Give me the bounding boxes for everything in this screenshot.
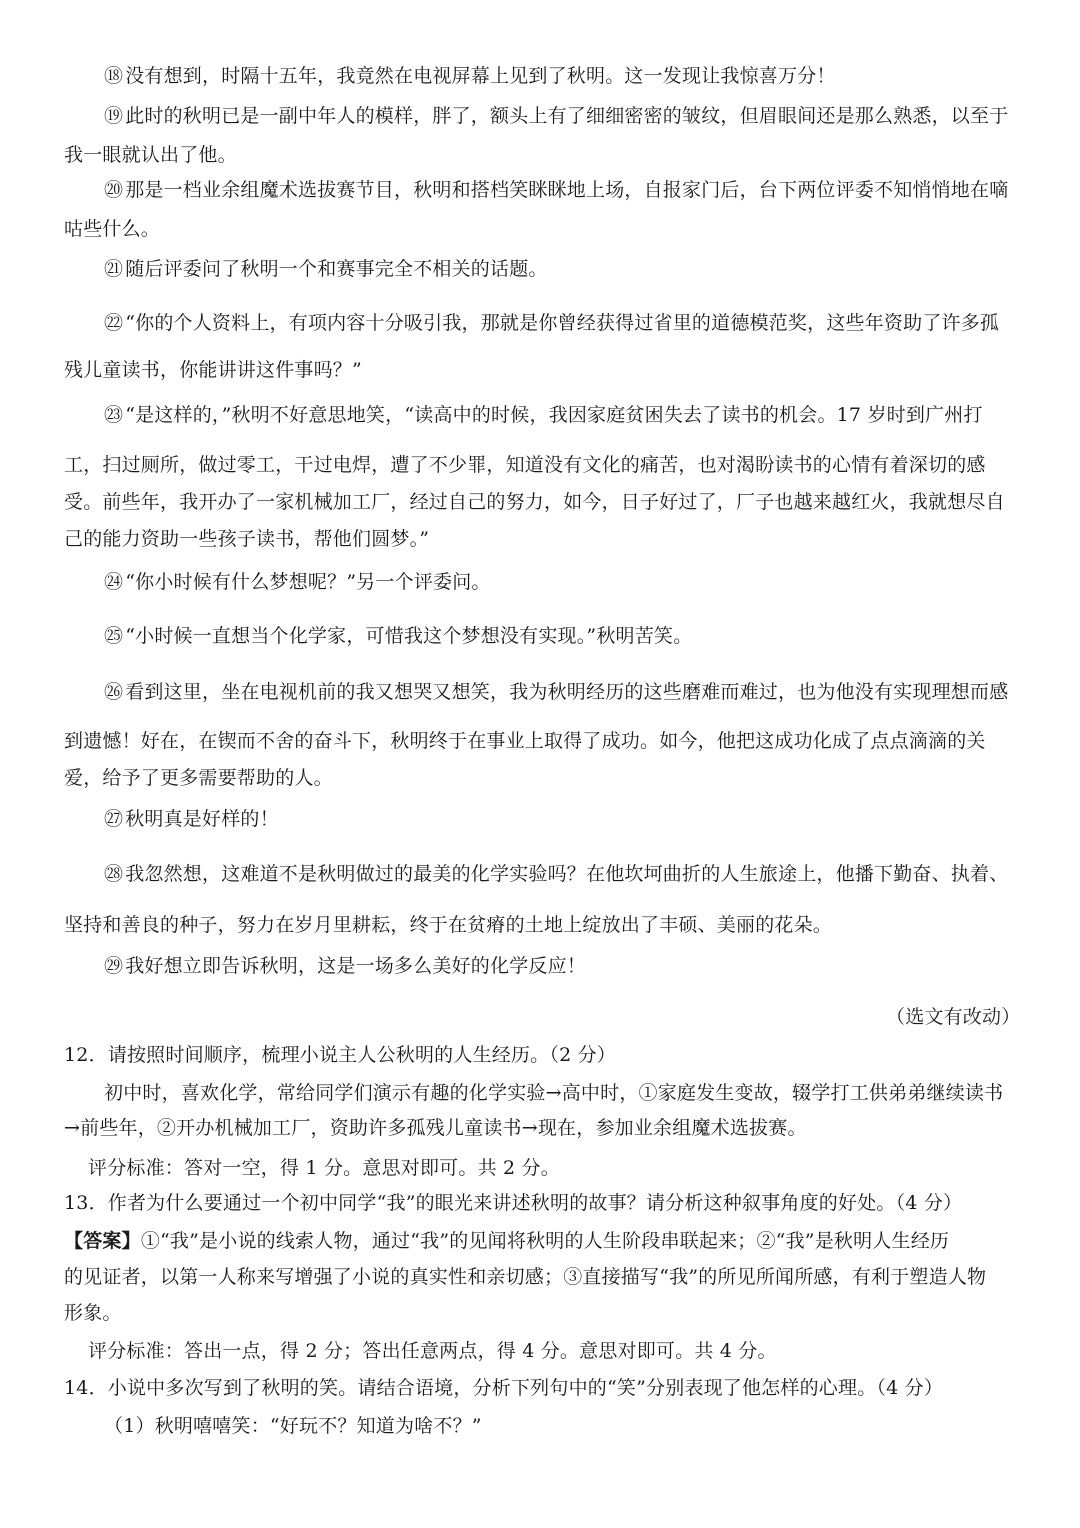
question-12-answer-line-2: →前些年，②开办机械加工厂，资助许多孤残儿童读书→现在，参加业余组魔术选拔赛。 <box>64 1117 807 1139</box>
paragraph-text: 没有想到，时隔十五年，我竟然在电视屏幕上见到了秋明。这一发现让我惊喜万分！ <box>125 65 836 87</box>
paragraph-25 <box>104 623 692 649</box>
paragraph-number: ㉗ <box>104 808 124 830</box>
paragraph-text: 那是一档业余组魔术选拔赛节目，秋明和搭档笑眯眯地上场，自报家门后，台下两位评委不知悄悄地在嘀 <box>125 179 1009 201</box>
paragraph-number: ㉓ <box>104 404 124 426</box>
paragraph-number: ㉖ <box>104 681 124 703</box>
paragraph-29 <box>104 953 586 979</box>
paragraph-number: ㉙ <box>104 955 124 977</box>
source-note: （选文有改动） <box>886 1006 1021 1028</box>
paragraph-22-cont: 残儿童读书，你能讲讲这件事吗？” <box>64 359 362 381</box>
paragraph-text: 随后评委问了秋明一个和赛事完全不相关的话题。 <box>125 258 548 280</box>
paragraph-28-cont: 坚持和善良的种子，努力在岁月里耕耘，终于在贫瘠的土地上绽放出了丰硕、美丽的花朵。 <box>64 914 833 936</box>
question-13-answer-line-2: 的见证者，以第一人称来写增强了小说的真实性和亲切感；③直接描写“我”的所见所闻所感，有利于塑造人物 <box>64 1266 987 1288</box>
question-12-scoring: 评分标准：答对一空，得 1 分。意思对即可。共 2 分。 <box>88 1157 560 1179</box>
paragraph-23-cont-2: 受。前些年，我开办了一家机械加工厂，经过自己的努力，如今，日子好过了，厂子也越来越红火，我就想尽自 <box>64 491 1005 513</box>
paragraph-text: 我忽然想，这难道不是秋明做过的最美的化学实验吗？在他坎坷曲折的人生旅途上，他播下勤奋、执着、 <box>125 863 1009 885</box>
paragraph-text: 看到这里，坐在电视机前的我又想哭又想笑，我为秋明经历的这些磨难而难过，也为他没有实现理想而感 <box>125 681 1009 703</box>
paragraph-text: 此时的秋明已是一副中年人的模样，胖了，额头上有了细细密密的皱纹，但眉眼间还是那么熟悉，以至于 <box>125 105 1009 127</box>
paragraph-19-cont: 我一眼就认出了他。 <box>64 144 237 166</box>
paragraph-26-cont-2: 爱，给予了更多需要帮助的人。 <box>64 767 333 789</box>
paragraph-number: ㉒ <box>104 312 124 334</box>
paragraph-text: “是这样的，”秋明不好意思地笑，“读高中的时候，我因家庭贫困失去了读书的机会。17 岁时到广州打 <box>125 404 983 426</box>
paragraph-text: “你的个人资料上，有项内容十分吸引我，那就是你曾经获得过省里的道德模范奖，这些年资助了许多孤 <box>125 312 1000 334</box>
question-12-answer-line-1: 初中时，喜欢化学，常给同学们演示有趣的化学实验→高中时，①家庭发生变故，辍学打工供弟弟继续读书 <box>104 1082 1004 1104</box>
paragraph-20 <box>104 177 1008 203</box>
paragraph-text: “你小时候有什么梦想呢？”另一个评委问。 <box>125 571 491 593</box>
paragraph-19 <box>104 103 1008 129</box>
question-14-stem: 14．小说中多次写到了秋明的笑。请结合语境，分析下列句中的“笑”分别表现了他怎样的心理。（4 分） <box>64 1377 944 1399</box>
question-13-answer-line-1 <box>64 1228 949 1254</box>
paragraph-text: 秋明真是好样的！ <box>125 808 279 830</box>
paragraph-23 <box>104 402 983 428</box>
paragraph-18 <box>104 63 836 89</box>
paragraph-28 <box>104 861 1008 887</box>
paragraph-number: ㉘ <box>104 863 124 885</box>
paragraph-26 <box>104 679 1008 705</box>
paragraph-23-cont-3: 己的能力资助一些孩子读书，帮他们圆梦。” <box>64 528 430 550</box>
paragraph-27 <box>104 806 279 832</box>
paragraph-number: ⑲ <box>104 105 124 127</box>
paragraph-number: ㉔ <box>104 571 124 593</box>
paragraph-text: “小时候一直想当个化学家，可惜我这个梦想没有实现。”秋明苦笑。 <box>125 625 693 647</box>
paragraph-number: ㉑ <box>104 258 124 280</box>
question-14-sub-1: （1）秋明嘻嘻笑：“好玩不？知道为啥不？” <box>104 1415 482 1437</box>
paragraph-number: ⑳ <box>104 179 124 201</box>
paragraph-text: 我好想立即告诉秋明，这是一场多么美好的化学反应！ <box>125 955 587 977</box>
question-13-answer-line-3: 形象。 <box>64 1302 122 1324</box>
paragraph-22 <box>104 310 999 336</box>
paragraph-21 <box>104 256 548 282</box>
paragraph-20-cont: 咕些什么。 <box>64 218 161 240</box>
paragraph-24 <box>104 569 491 595</box>
paragraph-number: ㉕ <box>104 625 124 647</box>
paragraph-26-cont-1: 到遗憾！好在，在锲而不舍的奋斗下，秋明终于在事业上取得了成功。如今，他把这成功化成了点点滴滴的关 <box>64 730 986 752</box>
paragraph-number: ⑱ <box>104 65 124 87</box>
question-13-stem: 13．作者为什么要通过一个初中同学“我”的眼光来讲述秋明的故事？请分析这种叙事角度的好处。（4 分） <box>64 1192 963 1214</box>
question-12-stem: 12．请按照时间顺序，梳理小说主人公秋明的人生经历。（2 分） <box>64 1044 617 1066</box>
paragraph-23-cont-1: 工，扫过厕所，做过零工，干过电焊，遭了不少罪，知道没有文化的痛苦，也对渴盼读书的心情有着深切的感 <box>64 454 986 476</box>
answer-tag: 【答案】 <box>64 1230 141 1252</box>
answer-text: ①“我”是小说的线索人物，通过“我”的见闻将秋明的人生阶段串联起来；②“我”是秋明人生经历 <box>140 1230 950 1252</box>
question-13-scoring: 评分标准：答出一点，得 2 分；答出任意两点，得 4 分。意思对即可。共 4 分。 <box>88 1340 777 1362</box>
